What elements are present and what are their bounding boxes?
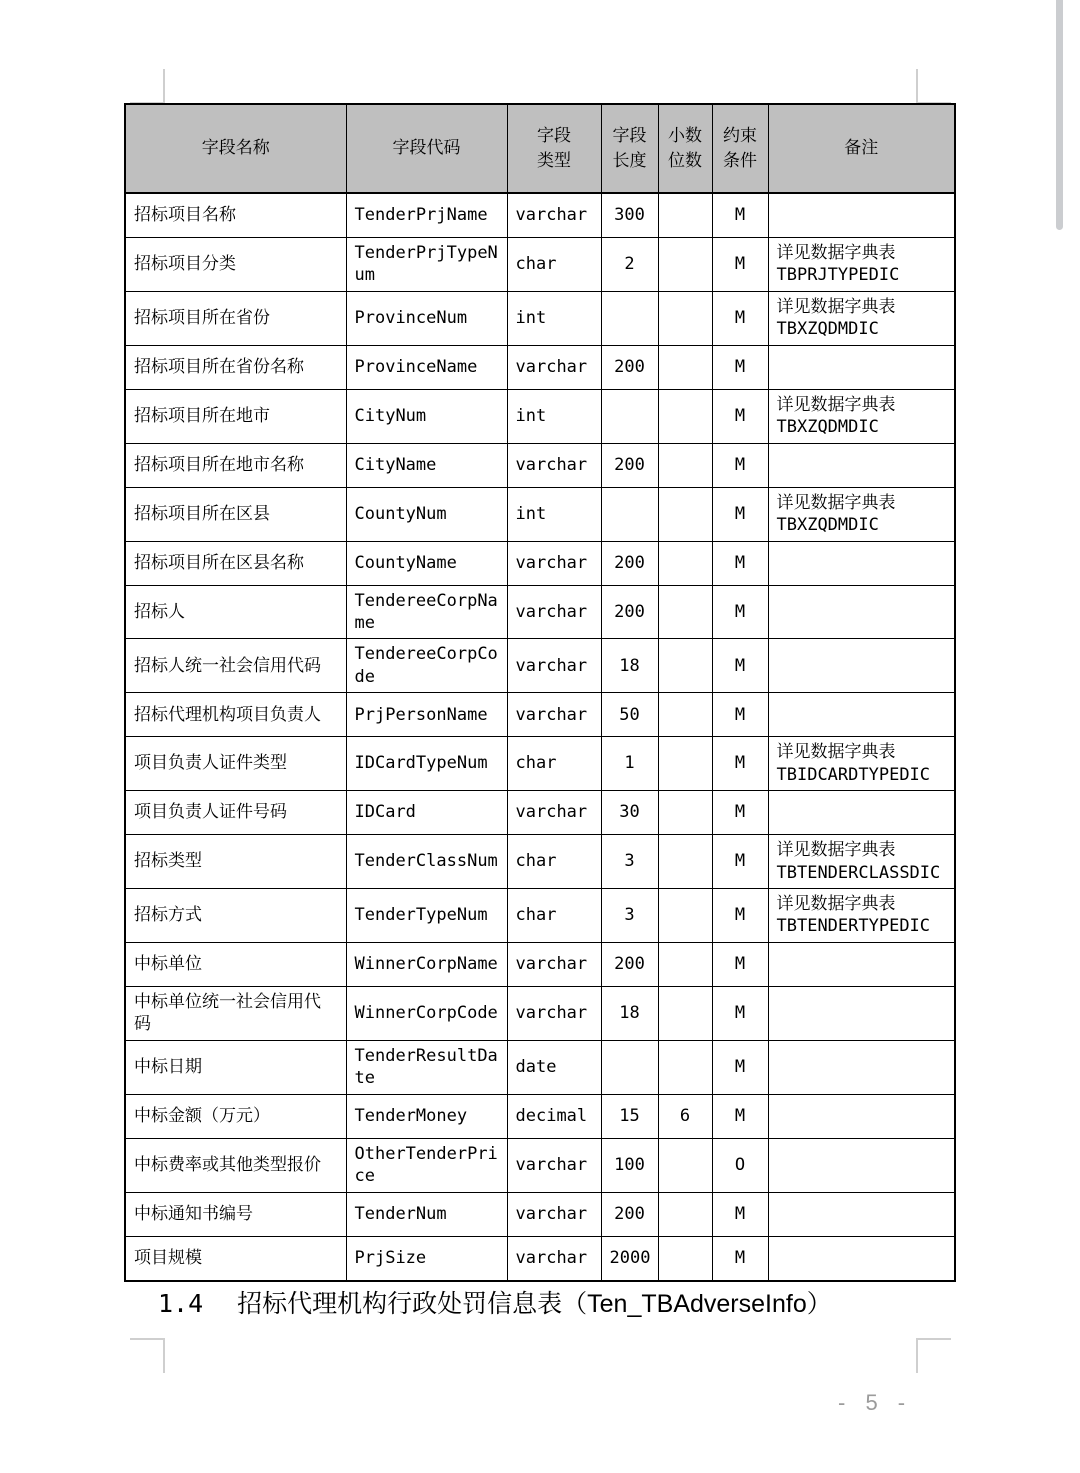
field-length-cell: 30 [601,791,658,835]
field-type-cell: varchar [507,693,601,737]
field-decimals-cell [658,1236,712,1281]
table-row [125,238,955,292]
field-code-cell: PrjSize [346,1236,507,1281]
field-decimals-cell [658,193,712,238]
remark-text: 详见数据字典表 [776,243,896,262]
field-length-cell: 300 [601,193,658,238]
field-type-cell: varchar [507,1236,601,1281]
field-remark-cell [768,942,955,986]
table-row [125,487,955,541]
field-type-cell: int [507,389,601,443]
field-constraint-cell: M [712,737,768,791]
field-length-cell: 2000 [601,1236,658,1281]
field-code-cell: ProvinceName [346,345,507,389]
field-length-cell: 18 [601,639,658,693]
column-header: 字段 类型 [507,104,601,193]
field-name-cell: 招标项目所在省份名称 [125,345,346,389]
field-name-cell: 中标金额（万元） [125,1094,346,1138]
field-decimals-cell [658,693,712,737]
field-constraint-cell: M [712,693,768,737]
field-type-cell: char [507,737,601,791]
field-name-cell: 中标费率或其他类型报价 [125,1138,346,1192]
table-row [125,889,955,943]
field-remark-cell [768,835,955,889]
table-row [125,389,955,443]
field-code-cell: TenderPrjTypeNum [346,238,507,292]
crop-mark-bottom-left [130,1338,165,1373]
table-row [125,639,955,693]
field-length-cell [601,389,658,443]
field-name-cell: 招标项目所在区县名称 [125,541,346,585]
table-row [125,1192,955,1236]
field-name-cell: 招标项目所在省份 [125,291,346,345]
field-length-cell: 200 [601,541,658,585]
field-decimals-cell [658,791,712,835]
field-type-cell: int [507,291,601,345]
field-remark-cell [768,693,955,737]
field-decimals-cell [658,1138,712,1192]
crop-mark-top-right [916,69,951,104]
field-remark-cell [768,791,955,835]
field-decimals-cell [658,737,712,791]
field-decimals-cell [658,345,712,389]
column-header: 字段 长度 [601,104,658,193]
field-remark-cell [768,1040,955,1094]
field-constraint-cell: M [712,541,768,585]
remark-dictionary-code: TBXZQDMDIC [776,515,879,536]
field-name-cell: 招标项目所在地市名称 [125,443,346,487]
table-row [125,345,955,389]
field-code-cell: TendereeCorpCode [346,639,507,693]
field-code-cell: CityName [346,443,507,487]
field-length-cell: 2 [601,238,658,292]
field-code-cell: TenderResultDate [346,1040,507,1094]
field-remark-cell [768,443,955,487]
field-code-cell: TenderTypeNum [346,889,507,943]
column-header: 备注 [768,104,955,193]
remark-dictionary-code: TBIDCARDTYPEDIC [776,764,931,785]
field-code-cell: CountyNum [346,487,507,541]
scrollbar-thumb[interactable] [1056,0,1063,230]
field-decimals-cell [658,389,712,443]
table-row [125,1094,955,1138]
field-type-cell: char [507,835,601,889]
field-decimals-cell [658,291,712,345]
field-code-cell: CityNum [346,389,507,443]
field-decimals-cell [658,986,712,1040]
table-row [125,942,955,986]
field-remark-cell [768,1192,955,1236]
page-number: - 5 - [838,1390,913,1415]
field-constraint-cell: M [712,345,768,389]
field-name-cell: 项目负责人证件类型 [125,737,346,791]
field-remark-cell [768,193,955,238]
table-row [125,541,955,585]
field-type-cell: varchar [507,585,601,639]
field-type-cell: varchar [507,541,601,585]
table-row [125,193,955,238]
field-constraint-cell: M [712,835,768,889]
field-constraint-cell: O [712,1138,768,1192]
field-length-cell [601,487,658,541]
field-remark-cell [768,1236,955,1281]
field-length-cell: 15 [601,1094,658,1138]
table-row [125,1040,955,1094]
field-code-cell: TendereeCorpName [346,585,507,639]
field-remark-cell [768,889,955,943]
field-constraint-cell: M [712,291,768,345]
field-name-cell: 招标项目名称 [125,193,346,238]
remark-text: 详见数据字典表 [776,840,896,860]
field-name-cell: 招标项目所在区县 [125,487,346,541]
table-header-row [125,104,955,193]
field-type-cell: varchar [507,986,601,1040]
table-row [125,1236,955,1281]
field-length-cell: 200 [601,585,658,639]
field-constraint-cell: M [712,238,768,292]
field-remark-cell [768,487,955,541]
field-type-cell: varchar [507,443,601,487]
field-length-cell: 200 [601,942,658,986]
remark-dictionary-code: TBPRJTYPEDIC [776,265,900,286]
field-length-cell: 50 [601,693,658,737]
field-type-cell: varchar [507,942,601,986]
field-code-cell: TenderMoney [346,1094,507,1138]
field-decimals-cell [658,639,712,693]
field-type-cell: varchar [507,1138,601,1192]
field-remark-cell [768,1094,955,1138]
remark-dictionary-code: TBXZQDMDIC [776,417,879,438]
field-decimals-cell [658,443,712,487]
section-heading [158,1284,832,1320]
field-name-cell: 招标人 [125,585,346,639]
field-code-cell: CountyName [346,541,507,585]
section-title: 招标代理机构行政处罚信息表（Ten_TBAdverseInfo） [237,1290,832,1318]
field-type-cell: char [507,238,601,292]
field-code-cell: OtherTenderPrice [346,1138,507,1192]
remark-dictionary-code: TBTENDERCLASSDIC [776,862,941,883]
table-row [125,585,955,639]
field-constraint-cell: M [712,1236,768,1281]
field-decimals-cell [658,541,712,585]
field-remark-cell [768,345,955,389]
field-length-cell: 200 [601,443,658,487]
remark-text: 详见数据字典表 [776,492,896,512]
table-row [125,737,955,791]
field-length-cell: 200 [601,345,658,389]
field-type-cell: varchar [507,791,601,835]
field-name-cell: 中标通知书编号 [125,1192,346,1236]
field-type-cell: decimal [507,1094,601,1138]
field-type-cell: varchar [507,193,601,238]
field-code-cell: IDCardTypeNum [346,737,507,791]
field-code-cell: PrjPersonName [346,693,507,737]
table-row [125,791,955,835]
column-header: 字段名称 [125,104,346,193]
table-row [125,1138,955,1192]
field-constraint-cell: M [712,443,768,487]
field-type-cell: varchar [507,345,601,389]
field-constraint-cell: M [712,1192,768,1236]
field-length-cell: 200 [601,1192,658,1236]
field-decimals-cell [658,1192,712,1236]
section-number: 1.4 [158,1289,204,1318]
field-code-cell: TenderClassNum [346,835,507,889]
field-code-cell: WinnerCorpCode [346,986,507,1040]
field-length-cell: 3 [601,835,658,889]
field-remark-cell [768,986,955,1040]
field-code-cell: TenderPrjName [346,193,507,238]
remark-text: 详见数据字典表 [776,394,896,414]
field-decimals-cell: 6 [658,1094,712,1138]
column-header: 小数 位数 [658,104,712,193]
table-row [125,835,955,889]
column-header: 约束 条件 [712,104,768,193]
field-type-cell: varchar [507,1192,601,1236]
field-length-cell: 3 [601,889,658,943]
field-constraint-cell: M [712,942,768,986]
field-decimals-cell [658,889,712,943]
field-type-cell: date [507,1040,601,1094]
column-header: 字段代码 [346,104,507,193]
field-length-cell [601,291,658,345]
table-body [125,193,955,1281]
field-length-cell: 1 [601,737,658,791]
field-name-cell: 招标类型 [125,835,346,889]
field-remark-cell [768,1138,955,1192]
crop-mark-bottom-right [916,1338,951,1373]
field-name-cell: 招标方式 [125,889,346,943]
field-remark-cell [768,639,955,693]
field-length-cell: 18 [601,986,658,1040]
field-decimals-cell [658,585,712,639]
field-type-cell: int [507,487,601,541]
field-decimals-cell [658,942,712,986]
table-row [125,291,955,345]
field-constraint-cell: M [712,986,768,1040]
field-length-cell: 100 [601,1138,658,1192]
table-row [125,443,955,487]
field-code-cell: WinnerCorpName [346,942,507,986]
field-decimals-cell [658,835,712,889]
remark-dictionary-code: TBTENDERTYPEDIC [776,916,931,937]
field-name-cell: 招标项目所在地市 [125,389,346,443]
field-decimals-cell [658,487,712,541]
field-constraint-cell: M [712,1040,768,1094]
remark-text: 详见数据字典表 [776,894,896,913]
field-code-cell: IDCard [346,791,507,835]
field-remark-cell [768,238,955,292]
table-header [125,104,955,193]
table-row [125,986,955,1040]
field-constraint-cell: M [712,193,768,238]
field-name-cell: 中标日期 [125,1040,346,1094]
field-name-cell: 中标单位 [125,942,346,986]
field-definition-table [124,103,956,1282]
field-code-cell: ProvinceNum [346,291,507,345]
remark-dictionary-code: TBXZQDMDIC [776,319,879,340]
field-name-cell: 招标项目分类 [125,238,346,292]
field-length-cell [601,1040,658,1094]
field-constraint-cell: M [712,585,768,639]
field-name-cell: 招标人统一社会信用代码 [125,639,346,693]
field-constraint-cell: M [712,889,768,943]
field-code-cell: TenderNum [346,1192,507,1236]
field-constraint-cell: M [712,639,768,693]
remark-text: 详见数据字典表 [776,742,896,762]
field-name-cell: 中标单位统一社会信用代码 [125,986,346,1040]
field-type-cell: char [507,889,601,943]
field-remark-cell [768,585,955,639]
crop-mark-top-left [130,69,165,104]
field-remark-cell [768,541,955,585]
field-remark-cell [768,737,955,791]
field-constraint-cell: M [712,791,768,835]
field-constraint-cell: M [712,487,768,541]
field-decimals-cell [658,238,712,292]
field-name-cell: 项目规模 [125,1236,346,1281]
field-type-cell: varchar [507,639,601,693]
field-decimals-cell [658,1040,712,1094]
field-name-cell: 招标代理机构项目负责人 [125,693,346,737]
remark-text: 详见数据字典表 [776,296,896,316]
field-remark-cell [768,389,955,443]
field-constraint-cell: M [712,1094,768,1138]
field-name-cell: 项目负责人证件号码 [125,791,346,835]
table-row [125,693,955,737]
field-remark-cell [768,291,955,345]
field-constraint-cell: M [712,389,768,443]
